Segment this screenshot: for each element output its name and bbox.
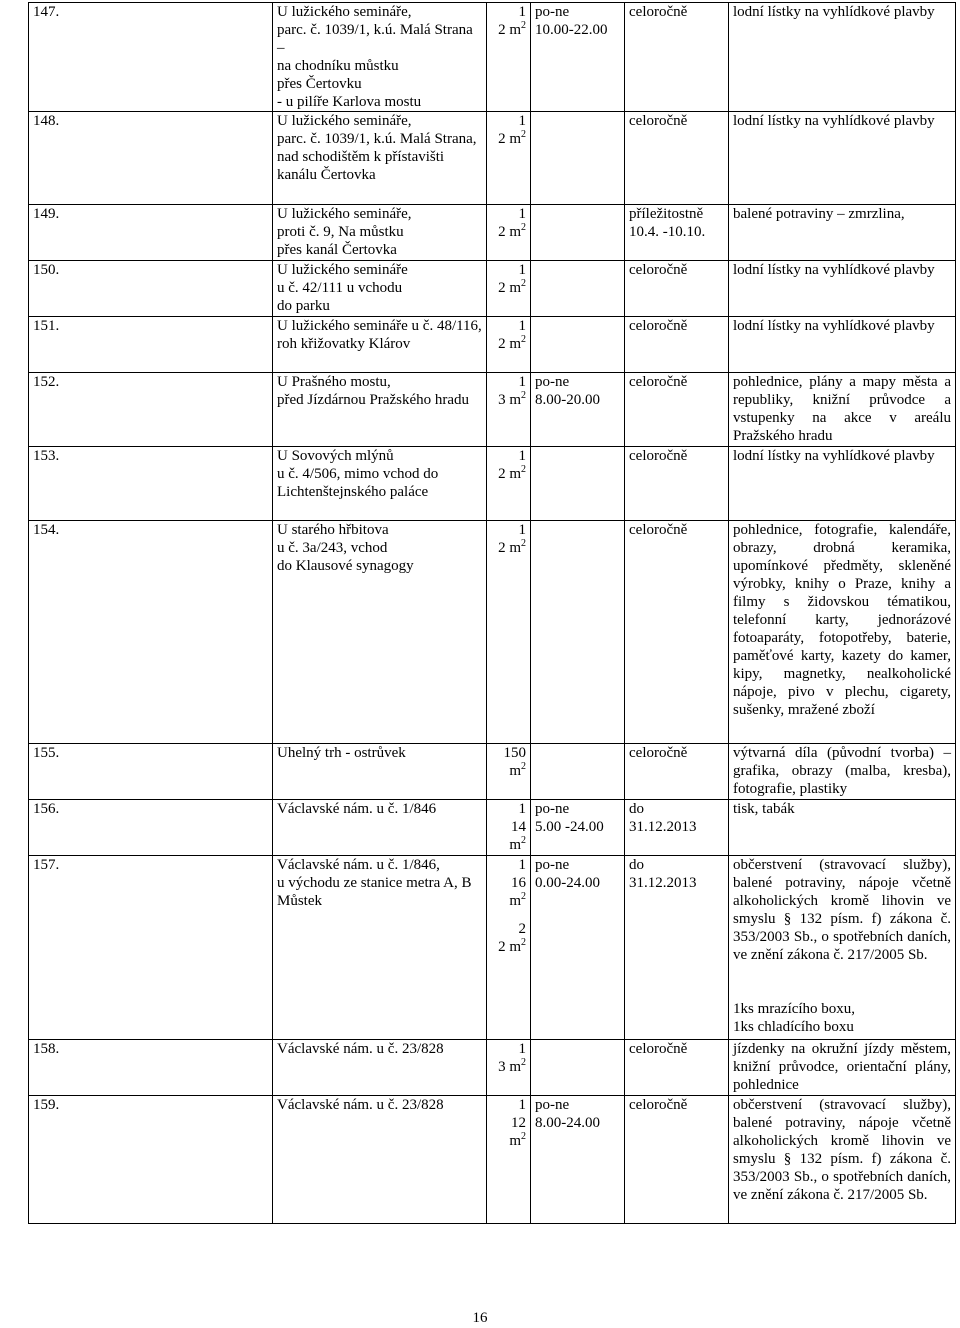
stand-size: [491, 1096, 526, 1150]
row-number-text: 150.: [33, 262, 60, 278]
row-goods-text: pohlednice, fotografie, kalendáře, obrazy, drobná keramika, upomínkové předměty, skleněné výrobky, knihy o Praze, knihy a filmy s židovskou tématikou, telefonní karty, jednorázové fotoaparáty, fotopotřeby, baterie, paměťové karty, kazety do kamer, kipy, magnetky, nealkoholické nápoje, pivo v plechu, cigarety, sušenky, mražené zboží: [733, 522, 951, 718]
row-goods: [729, 1040, 956, 1096]
row-area: [487, 205, 531, 261]
stand-size-count: 1: [518, 448, 526, 464]
stand-size-secondary: [491, 920, 526, 956]
row-location-text: U Sovových mlýnů u č. 4/506, mimo vchod do Lichtenštejnského paláce: [277, 448, 439, 500]
table-row: [29, 447, 956, 521]
area-superscript: 2: [521, 334, 526, 345]
row-period: [625, 3, 729, 112]
row-area: [487, 373, 531, 447]
row-location: [273, 373, 487, 447]
row-period: [625, 1040, 729, 1096]
table-row: [29, 317, 956, 373]
table-row: [29, 3, 956, 112]
row-area: [487, 856, 531, 1040]
area-superscript: 2: [521, 891, 526, 902]
row-period-text: celoročně: [629, 113, 688, 129]
area-superscript: 2: [521, 835, 526, 846]
row-number: [29, 856, 273, 1040]
row-period-text: celoročně: [629, 448, 688, 464]
row-number: [29, 521, 273, 744]
row-area: [487, 317, 531, 373]
row-location: [273, 521, 487, 744]
row-goods: [729, 317, 956, 373]
row-hours: [531, 744, 625, 800]
row-location: [273, 1096, 487, 1224]
row-hours: [531, 261, 625, 317]
row-goods: [729, 856, 956, 1040]
row-number-text: 157.: [33, 857, 60, 873]
area-superscript: 2: [521, 20, 526, 31]
row-period-text: celoročně: [629, 374, 688, 390]
row-period-text: celoročně: [629, 1041, 688, 1057]
row-location-text: U lužického semináře, proti č. 9, Na můstku přes kanál Čertovka: [277, 206, 412, 258]
row-area: [487, 3, 531, 112]
row-hours: [531, 205, 625, 261]
row-location: [273, 317, 487, 373]
stand-size-size: 12 $m^2$: [509, 1115, 526, 1149]
row-number-text: 155.: [33, 745, 60, 761]
row-location: [273, 3, 487, 112]
row-goods: [729, 447, 956, 521]
table-row: [29, 856, 956, 1040]
stand-size: [491, 261, 526, 297]
row-number: [29, 800, 273, 856]
row-number-text: 158.: [33, 1041, 60, 1057]
stands-table: [28, 2, 956, 1224]
table-row: [29, 1040, 956, 1096]
stand-size: [491, 373, 526, 409]
row-area: [487, 521, 531, 744]
row-number-text: 149.: [33, 206, 60, 222]
stand-size: [491, 317, 526, 353]
row-hours: [531, 373, 625, 447]
stand-size-size: 150 $m^2$: [503, 745, 526, 779]
stand-size-size: 3 $m^2$: [498, 390, 526, 408]
row-period: [625, 1096, 729, 1224]
stand-size-count: 1: [518, 374, 526, 390]
stand-size-size: 2 $m^2$: [498, 334, 526, 352]
row-period-text: celoročně: [629, 1097, 688, 1113]
row-goods: [729, 373, 956, 447]
row-number: [29, 1040, 273, 1096]
row-period: [625, 744, 729, 800]
table-row: [29, 800, 956, 856]
row-goods: [729, 521, 956, 744]
stand-size-secondary-size: 2 $m^2$: [498, 937, 526, 955]
stand-size: [491, 1040, 526, 1076]
row-hours: [531, 800, 625, 856]
stand-size-size: 14 $m^2$: [509, 819, 526, 853]
row-area: [487, 112, 531, 205]
row-number: [29, 112, 273, 205]
stand-size: [491, 205, 526, 241]
row-goods-text: lodní lístky na vyhlídkové plavby: [733, 262, 935, 278]
area-superscript: 2: [521, 390, 526, 401]
row-location-text: Václavské nám. u č. 1/846, u východu ze stanice metra A, B Můstek: [277, 857, 472, 909]
row-hours: [531, 521, 625, 744]
row-hours: [531, 1096, 625, 1224]
row-period-text: celoročně: [629, 745, 688, 761]
area-superscript: 2: [521, 129, 526, 140]
row-goods: [729, 744, 956, 800]
row-number-text: 153.: [33, 448, 60, 464]
table-row: [29, 1096, 956, 1224]
row-location-text: Václavské nám. u č. 23/828: [277, 1041, 444, 1057]
stand-size-size: 2 $m^2$: [498, 464, 526, 482]
stand-size: [491, 447, 526, 483]
area-superscript: 2: [521, 761, 526, 772]
stand-size-size: 2 $m^2$: [498, 129, 526, 147]
stand-size-size: 16 $m^2$: [509, 875, 526, 909]
stand-size: [491, 521, 526, 557]
row-period-text: celoročně: [629, 318, 688, 334]
row-number: [29, 261, 273, 317]
row-goods-text: výtvarná díla (původní tvorba) – grafika, obrazy (malba, kresba), fotografie, plastiky: [733, 745, 951, 797]
row-location-text: U Prašného mostu, před Jízdárnou Pražského hradu: [277, 374, 470, 408]
stand-size-size: 2 $m^2$: [498, 278, 526, 296]
row-area: [487, 261, 531, 317]
row-area: [487, 1096, 531, 1224]
row-hours: [531, 112, 625, 205]
stand-size-count: 1: [518, 522, 526, 538]
stand-size-count: 1: [518, 262, 526, 278]
row-number-text: 147.: [33, 4, 60, 20]
row-location: [273, 1040, 487, 1096]
stand-size: [491, 744, 526, 780]
row-hours-text: po-ne 8.00-24.00: [535, 1097, 600, 1131]
row-hours: [531, 856, 625, 1040]
table-row: [29, 112, 956, 205]
row-period-text: do 31.12.2013: [629, 801, 697, 835]
row-hours: [531, 447, 625, 521]
stand-size-count: 1: [518, 857, 526, 873]
row-period: [625, 261, 729, 317]
row-goods-text: lodní lístky na vyhlídkové plavby: [733, 4, 935, 20]
row-area: [487, 800, 531, 856]
row-hours-text: po-ne 0.00-24.00: [535, 857, 600, 891]
row-goods-text: balené potraviny – zmrzlina,: [733, 206, 905, 222]
row-location-text: U lužického semináře u č. 48/116, roh křižovatky Klárov: [277, 318, 482, 352]
row-location: [273, 261, 487, 317]
row-period: [625, 373, 729, 447]
row-period: [625, 447, 729, 521]
stand-size-size: 3 $m^2$: [498, 1057, 526, 1075]
row-area: [487, 1040, 531, 1096]
row-location: [273, 856, 487, 1040]
area-superscript: 2: [521, 1131, 526, 1142]
row-goods: [729, 800, 956, 856]
row-number: [29, 205, 273, 261]
row-number-text: 154.: [33, 522, 60, 538]
row-hours: [531, 317, 625, 373]
row-goods: [729, 112, 956, 205]
area-superscript: 2: [521, 538, 526, 549]
row-goods: [729, 3, 956, 112]
table-row: [29, 261, 956, 317]
row-hours-text: po-ne 5.00 -24.00: [535, 801, 604, 835]
row-goods: [729, 1096, 956, 1224]
table-row: [29, 373, 956, 447]
row-goods-text: jízdenky na okružní jízdy městem, knižní průvodce, orientační plány, pohlednice: [733, 1041, 951, 1093]
row-goods: [729, 205, 956, 261]
row-period-text: celoročně: [629, 262, 688, 278]
row-location-text: Václavské nám. u č. 1/846: [277, 801, 437, 817]
area-superscript: 2: [521, 1057, 526, 1068]
row-number-text: 151.: [33, 318, 60, 334]
row-goods-text: pohlednice, plány a mapy města a republiky, knižní průvodce a vstupenky na akce v areálu Pražského hradu: [733, 374, 951, 444]
row-goods-text: lodní lístky na vyhlídkové plavby: [733, 113, 935, 129]
row-goods-text: občerstvení (stravovací služby), balené potraviny, nápoje včetně alkoholických kromě lihovin ve smyslu § 132 písm. f) zákona č. 353/2003 Sb., o spotřebních daních, ve znění zákona č. 217/2005 Sb.: [733, 1097, 951, 1203]
row-number: [29, 317, 273, 373]
row-hours-text: po-ne 10.00-22.00: [535, 4, 608, 38]
stand-size-secondary-count: 2: [518, 921, 526, 937]
stand-size-count: 1: [518, 318, 526, 334]
row-hours: [531, 1040, 625, 1096]
row-hours: [531, 3, 625, 112]
stand-size-count: 1: [518, 801, 526, 817]
row-goods-text: lodní lístky na vyhlídkové plavby: [733, 448, 935, 464]
row-goods-text: tisk, tabák: [733, 801, 795, 817]
row-number-text: 152.: [33, 374, 60, 390]
row-period: [625, 800, 729, 856]
stand-size-count: 1: [518, 4, 526, 20]
table-row: [29, 521, 956, 744]
stand-size-count: 1: [518, 206, 526, 222]
stand-size: [491, 856, 526, 910]
row-location: [273, 447, 487, 521]
stands-table-body: [29, 3, 956, 1224]
row-period: [625, 112, 729, 205]
row-location-text: U lužického semináře u č. 42/111 u vchodu do parku: [277, 262, 408, 314]
row-location-text: Václavské nám. u č. 23/828: [277, 1097, 444, 1113]
area-superscript: 2: [521, 278, 526, 289]
row-goods-secondary: 1ks mrazícího boxu, 1ks chladícího boxu: [733, 1001, 856, 1035]
table-row: [29, 744, 956, 800]
row-period: [625, 205, 729, 261]
row-goods-text: občerstvení (stravovací služby), balené potraviny, nápoje včetně alkoholických kromě lihovin ve smyslu § 132 písm. f) zákona č. 353/2003 Sb., o spotřebních daních, ve znění zákona č. 217/2005 Sb.: [733, 857, 951, 963]
row-period-text: do 31.12.2013: [629, 857, 697, 891]
row-location: [273, 800, 487, 856]
row-number: [29, 373, 273, 447]
row-number: [29, 447, 273, 521]
row-location-text: Uhelný trh - ostrůvek: [277, 745, 406, 761]
area-superscript: 2: [521, 464, 526, 475]
area-superscript: 2: [521, 937, 526, 948]
table-row: [29, 205, 956, 261]
row-period-text: celoročně: [629, 522, 688, 538]
row-location-text: U lužického semináře, parc. č. 1039/1, k.ú. Malá Strana – na chodníku můstku přes Čertovku - u pilíře Karlova mostu: [277, 4, 473, 110]
row-location: [273, 112, 487, 205]
row-hours-text: po-ne 8.00-20.00: [535, 374, 600, 408]
row-area: [487, 447, 531, 521]
row-number-text: 148.: [33, 113, 60, 129]
row-period: [625, 317, 729, 373]
row-number: [29, 3, 273, 112]
row-location-text: U starého hřbitova u č. 3a/243, vchod do Klausové synagogy: [277, 522, 414, 574]
stand-size: [491, 3, 526, 39]
stand-size-size: 2 $m^2$: [498, 20, 526, 38]
stand-size-count: 1: [518, 113, 526, 129]
row-period-text: celoročně: [629, 4, 688, 20]
row-number-text: 156.: [33, 801, 60, 817]
row-goods: [729, 261, 956, 317]
stand-size-size: 2 $m^2$: [498, 538, 526, 556]
page-number: 16: [472, 1310, 488, 1326]
stand-size: [491, 800, 526, 854]
row-number-text: 159.: [33, 1097, 60, 1113]
row-location: [273, 205, 487, 261]
row-period: [625, 856, 729, 1040]
area-superscript: 2: [521, 222, 526, 233]
stand-size: [491, 112, 526, 148]
row-number: [29, 1096, 273, 1224]
stand-size-count: 1: [518, 1097, 526, 1113]
row-goods-text: lodní lístky na vyhlídkové plavby: [733, 318, 935, 334]
row-number: [29, 744, 273, 800]
stand-size-size: 2 $m^2$: [498, 222, 526, 240]
row-location-text: U lužického semináře, parc. č. 1039/1, k.ú. Malá Strana, nad schodištěm k přístavišti kanálu Čertovka: [277, 113, 477, 183]
row-period: [625, 521, 729, 744]
row-period-text: příležitostně 10.4. -10.10.: [629, 206, 706, 240]
row-area: [487, 744, 531, 800]
row-location: [273, 744, 487, 800]
stand-size-count: 1: [518, 1041, 526, 1057]
